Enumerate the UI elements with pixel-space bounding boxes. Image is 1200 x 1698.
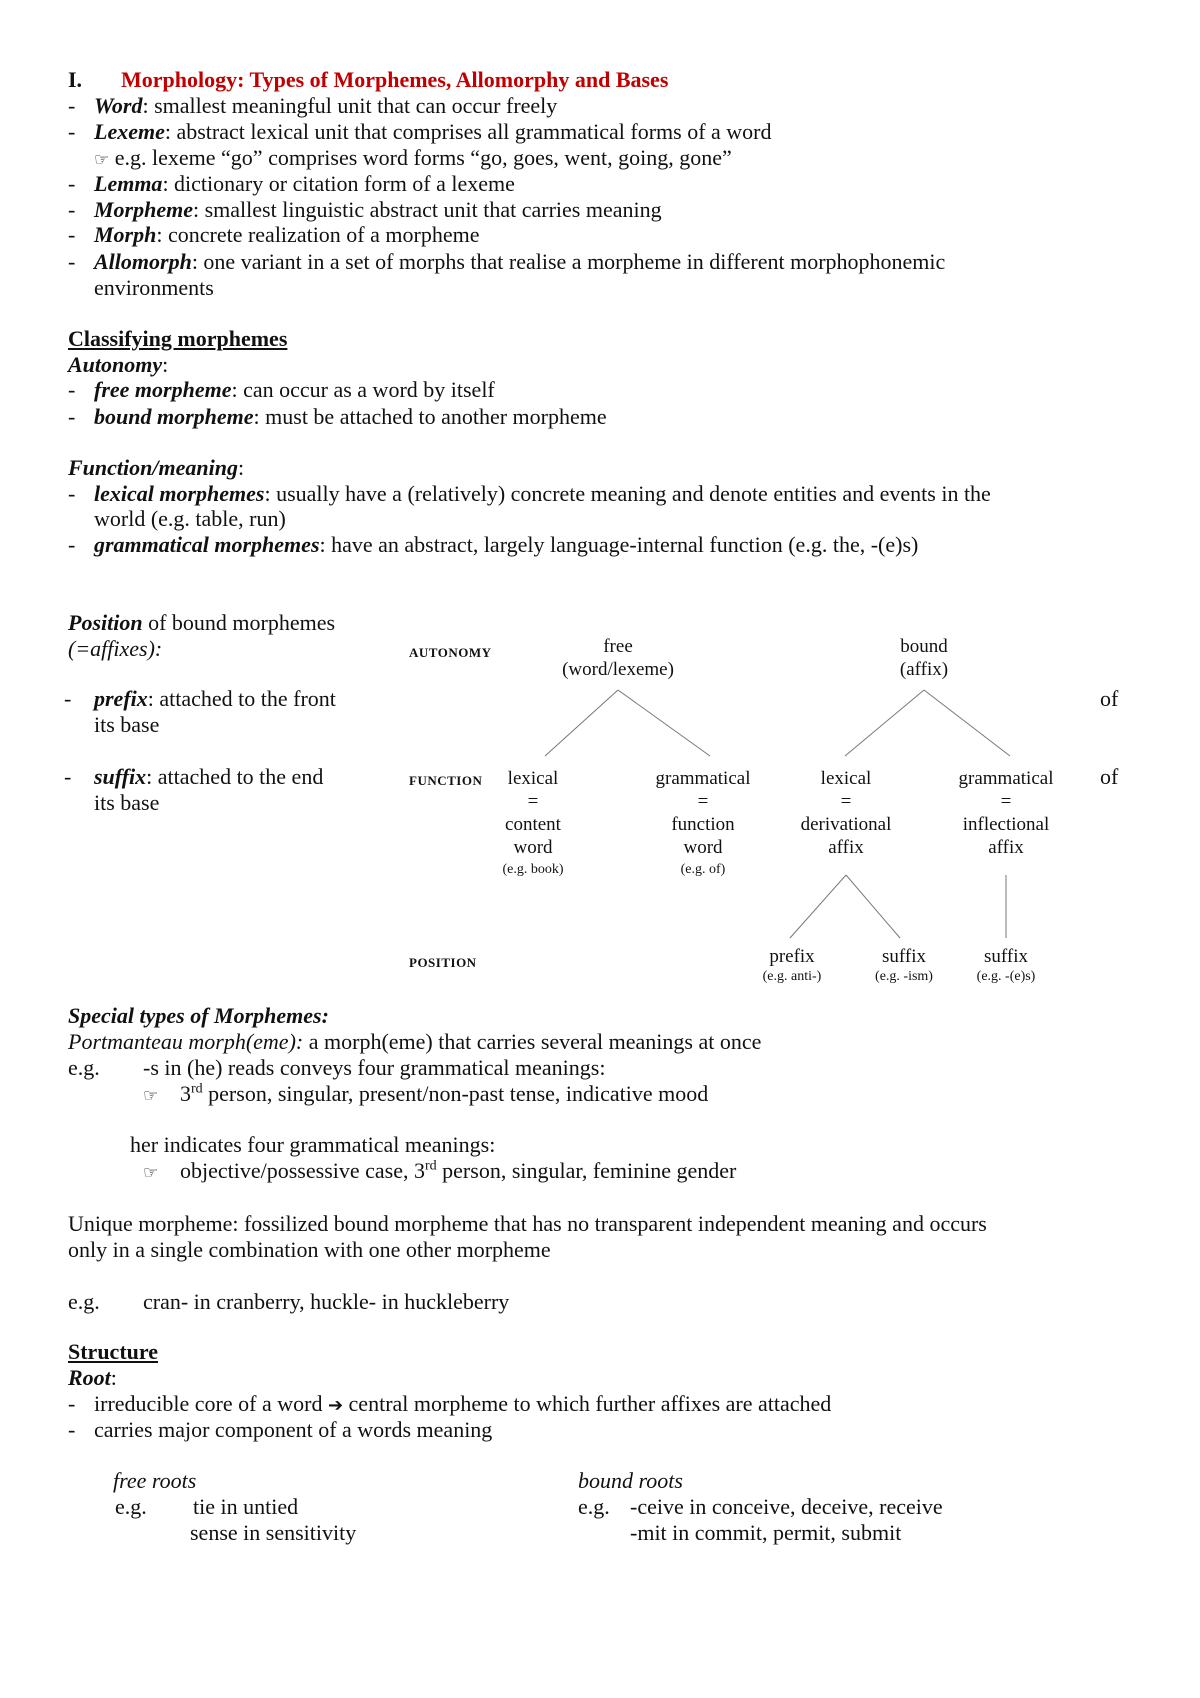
definition-morph xyxy=(68,222,480,248)
detail-sup: rd xyxy=(425,1158,437,1174)
eq-3: = xyxy=(840,791,852,812)
unique-morpheme-line-1: Unique morpheme: fossilized bound morpheme that has no transparent independent meaning and occurs xyxy=(68,1211,987,1236)
detail-a: objective/possessive case, 3 xyxy=(180,1158,425,1183)
example-of: (e.g. of) xyxy=(680,862,726,877)
line-derivational-suffix xyxy=(846,875,900,938)
eg-label: e.g. xyxy=(578,1494,610,1519)
example-text: cran- in cranberry, huckle- in huckleberry xyxy=(143,1289,510,1314)
prefix-of: of xyxy=(1100,686,1119,711)
term: Morpheme xyxy=(94,197,193,222)
detail-b: person, singular, present/non-past tense, indicative mood xyxy=(202,1081,709,1106)
eg-label: e.g. xyxy=(115,1494,147,1519)
node-free xyxy=(568,635,668,658)
term: Morph xyxy=(94,222,157,247)
bound-roots-heading: bound roots xyxy=(578,1468,683,1493)
term: Word xyxy=(94,93,143,118)
autonomy-free xyxy=(68,377,495,403)
colon: : xyxy=(237,455,245,480)
position-label xyxy=(68,610,335,636)
term: lexical morphemes xyxy=(94,481,265,506)
definition-text: : concrete realization of a morpheme xyxy=(156,222,480,247)
node-inflectional-affix: affix xyxy=(988,837,1024,858)
example-text: -s in (he) reads conveys four grammatical meanings: xyxy=(143,1055,606,1080)
line-bound-inflectional xyxy=(924,690,1010,756)
function-grammatical xyxy=(68,532,919,558)
eq-2: = xyxy=(697,791,709,812)
term: bound morpheme xyxy=(94,404,254,429)
label-text: Function/meaning xyxy=(68,455,238,480)
definition-text: : must be attached to another morpheme xyxy=(253,404,607,429)
item-text-b: central morpheme to which further affixes are attached xyxy=(343,1391,832,1416)
colon: : xyxy=(162,352,169,377)
unique-morpheme-example xyxy=(68,1289,510,1315)
pointing-hand-icon: ☞ xyxy=(94,150,110,170)
definition-text: : dictionary or citation form of a lexeme xyxy=(162,171,515,196)
diagram-position-caption: POSITION xyxy=(409,955,477,970)
definition-lemma xyxy=(68,171,515,197)
affixes-note: (=affixes): xyxy=(68,636,163,661)
example-ism: (e.g. -ism) xyxy=(875,969,933,984)
node-content-word: word xyxy=(513,837,553,858)
bound-roots-example-2: -mit in commit, permit, submit xyxy=(630,1520,902,1545)
bullet-dash: - xyxy=(64,764,72,789)
position-suffix xyxy=(64,764,324,790)
prefix-its-base: its base xyxy=(94,712,160,737)
example-text: tie in untied xyxy=(193,1494,299,1519)
definition-text: : usually have a (relatively) concrete meaning and denote entities and events in the xyxy=(264,481,991,506)
special-title: Special types of Morphemes: xyxy=(68,1003,329,1028)
function-lexical-cont: world (e.g. table, run) xyxy=(94,506,286,531)
node-function-word: word xyxy=(683,837,723,858)
eq-4: = xyxy=(1000,791,1012,812)
structure-title: Structure xyxy=(68,1339,159,1364)
line-derivational-prefix xyxy=(790,875,846,938)
portmanteau-example-2: her indicates four grammatical meanings: xyxy=(130,1132,496,1157)
term: Lemma xyxy=(94,171,163,196)
definition-text: a morph(eme) that carries several meanings at once xyxy=(303,1029,762,1054)
section-numeral: I. xyxy=(68,67,83,92)
bullet-dash: - xyxy=(68,1417,76,1442)
bullet-dash: - xyxy=(68,197,76,222)
bullet-dash: - xyxy=(68,171,76,196)
bullet-dash: - xyxy=(68,532,76,557)
definition-text: : smallest linguistic abstract unit that carries meaning xyxy=(193,197,662,222)
definition-word xyxy=(68,93,558,119)
definition-text: : have an abstract, largely language-internal function (e.g. the, -(e)s) xyxy=(319,532,919,557)
example-book: (e.g. book) xyxy=(502,862,564,877)
right-arrow-icon: ➔ xyxy=(327,1395,344,1416)
definition-text: : abstract lexical unit that comprises all grammatical forms of a word xyxy=(164,119,772,144)
detail-sup: rd xyxy=(191,1081,203,1097)
example-text: e.g. lexeme “go” comprises word forms “go, goes, went, going, gone” xyxy=(114,145,732,170)
bullet-dash: - xyxy=(68,119,76,144)
definition-text: : attached to the end xyxy=(146,764,324,789)
portmanteau-example-2-detail xyxy=(143,1158,737,1186)
label-text: Portmanteau morph(eme): xyxy=(68,1029,304,1054)
node-derivational-affix: affix xyxy=(828,837,864,858)
node-prefix: prefix xyxy=(769,946,815,967)
term: Lexeme xyxy=(94,119,165,144)
bullet-dash: - xyxy=(68,404,76,429)
diagram-autonomy-caption: AUTONOMY xyxy=(409,645,492,660)
node-grammatical-bound: grammatical xyxy=(958,768,1054,789)
detail-b: person, singular, feminine gender xyxy=(436,1158,737,1183)
term: prefix xyxy=(94,686,148,711)
section-heading xyxy=(68,67,669,93)
definition-allomorph xyxy=(68,249,946,275)
portmanteau-definition xyxy=(68,1029,761,1055)
function-lexical xyxy=(68,481,991,507)
bullet-dash: - xyxy=(68,93,76,118)
pointing-hand-icon: ☞ xyxy=(143,1163,159,1183)
portmanteau-example-1-detail xyxy=(143,1081,709,1109)
node-content: content xyxy=(505,814,561,835)
free-roots-example-2: sense in sensitivity xyxy=(190,1520,357,1545)
line-bound-lexical xyxy=(845,690,924,756)
term: Allomorph xyxy=(94,249,192,274)
eg-label: e.g. xyxy=(68,1055,100,1080)
definition-allomorph-cont: environments xyxy=(94,275,214,300)
bullet-dash: - xyxy=(68,222,76,247)
autonomy-label xyxy=(68,352,168,378)
label-text: Root xyxy=(68,1365,111,1390)
suffix-of: of xyxy=(1100,764,1119,789)
line-free-grammatical xyxy=(618,690,710,756)
node-function: function xyxy=(671,814,735,835)
free-roots-heading: free roots xyxy=(113,1468,197,1493)
label-rest: of bound morphemes xyxy=(142,610,336,635)
bullet-dash: - xyxy=(68,481,76,506)
node-suffix-derivational: suffix xyxy=(882,946,926,967)
item-text-a: irreducible core of a word xyxy=(94,1391,328,1416)
morpheme-classification-diagram xyxy=(400,635,1160,995)
lexeme-example xyxy=(94,145,732,173)
node-lexical-bound: lexical xyxy=(820,768,872,789)
colon: : xyxy=(110,1365,117,1390)
node-bound-sub: (affix) xyxy=(899,659,949,680)
detail-a: 3 xyxy=(180,1081,191,1106)
section-title: Morphology: Types of Morphemes, Allomorphy and Bases xyxy=(121,67,669,92)
node-bound: bound xyxy=(900,636,948,657)
example-text: -ceive in conceive, deceive, receive xyxy=(630,1494,943,1519)
item-text: carries major component of a words meaning xyxy=(94,1417,493,1442)
function-label xyxy=(68,455,244,481)
example-anti: (e.g. anti-) xyxy=(762,969,822,984)
definition-text: : attached to the front xyxy=(147,686,336,711)
node-grammatical-free: grammatical xyxy=(655,768,751,789)
autonomy-bound xyxy=(68,404,607,430)
bound-roots-example-1 xyxy=(578,1494,943,1520)
classifying-title: Classifying morphemes xyxy=(68,326,288,351)
definition-text: : can occur as a word by itself xyxy=(231,377,495,402)
label-text: Autonomy xyxy=(68,352,163,377)
portmanteau-example-1 xyxy=(68,1055,606,1081)
root-item-1 xyxy=(68,1391,832,1417)
definition-text: : one variant in a set of morphs that realise a morpheme in different morphophonemic xyxy=(191,249,946,274)
term: free morpheme xyxy=(94,377,232,402)
suffix-its-base: its base xyxy=(94,790,160,815)
definition-lexeme xyxy=(68,119,772,145)
line-free-lexical xyxy=(545,690,618,756)
definition-morpheme xyxy=(68,197,662,223)
eg-label: e.g. xyxy=(68,1289,100,1314)
root-item-2 xyxy=(68,1417,493,1443)
term: suffix xyxy=(94,764,147,789)
eq-1: = xyxy=(527,791,539,812)
example-es: (e.g. -(e)s) xyxy=(976,969,1036,984)
bullet-dash: - xyxy=(68,249,76,274)
node-label: free xyxy=(603,636,633,657)
bullet-dash: - xyxy=(64,686,72,711)
bullet-dash: - xyxy=(68,377,76,402)
node-free-sub: (word/lexeme) xyxy=(562,659,674,680)
unique-morpheme-line-2: only in a single combination with one other morpheme xyxy=(68,1237,551,1262)
label-text: Position xyxy=(68,610,143,635)
root-label xyxy=(68,1365,117,1391)
node-inflectional: inflectional xyxy=(962,814,1050,835)
pointing-hand-icon: ☞ xyxy=(143,1086,159,1106)
free-roots-example-1 xyxy=(115,1494,299,1520)
diagram-function-caption: FUNCTION xyxy=(409,773,483,788)
bullet-dash: - xyxy=(68,1391,76,1416)
node-lexical-free: lexical xyxy=(507,768,559,789)
position-prefix xyxy=(64,686,336,712)
term: grammatical morphemes xyxy=(94,532,320,557)
definition-text: : smallest meaningful unit that can occur freely xyxy=(142,93,558,118)
node-suffix-inflectional: suffix xyxy=(984,946,1028,967)
node-derivational: derivational xyxy=(800,814,892,835)
